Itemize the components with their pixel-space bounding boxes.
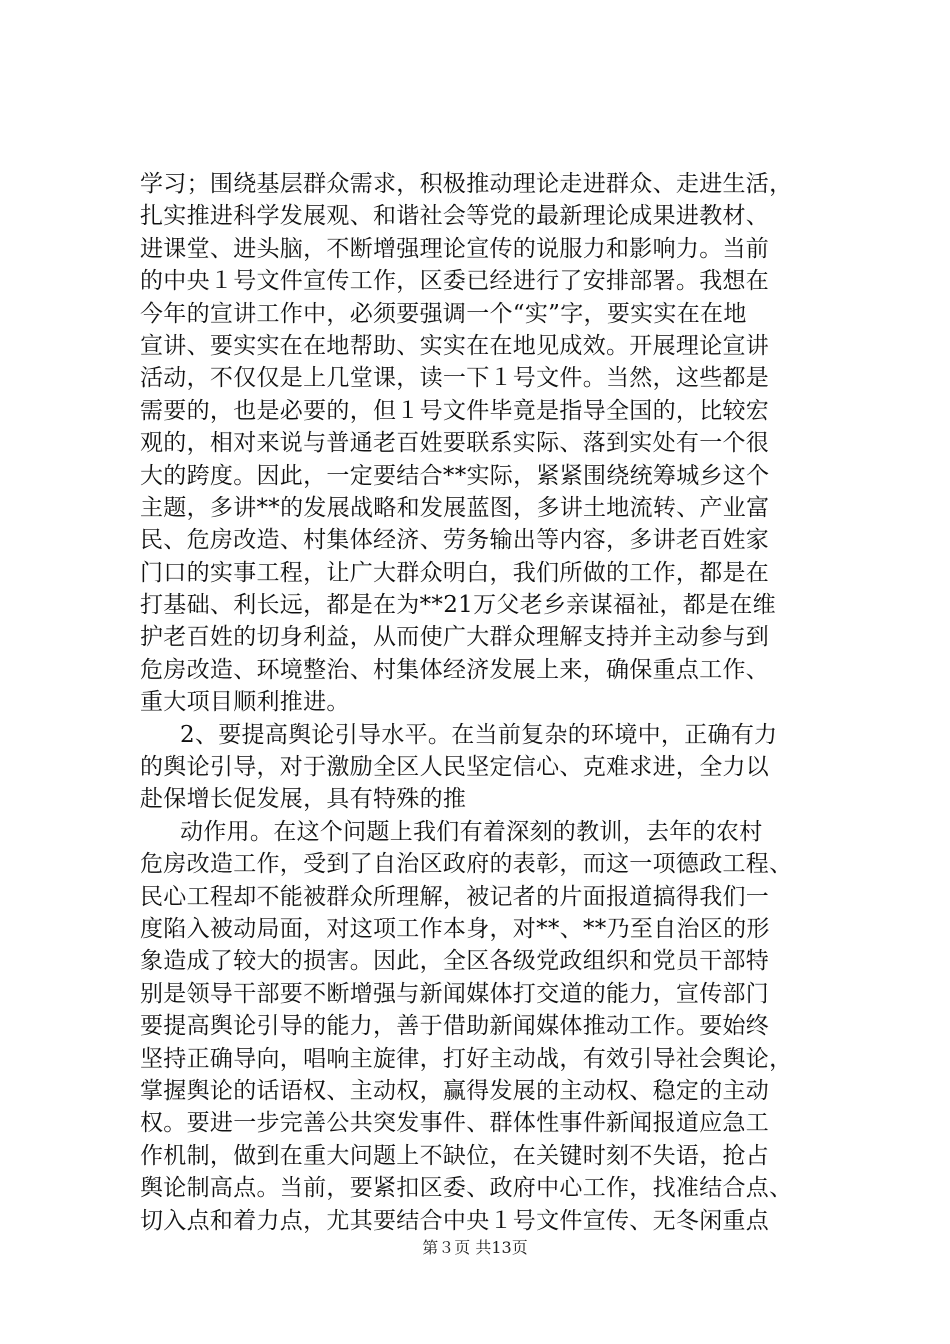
- text-line: 今年的宣讲工作中，必须要强调一个“实”字，要实实在在地: [140, 300, 747, 327]
- text-line: 掌握舆论的话语权、主动权，赢得发展的主动权、稳定的主动: [140, 1077, 770, 1104]
- text-line: 作机制，做到在重大问题上不缺位，在关键时刻不失语，抢占: [140, 1142, 770, 1169]
- text-line: 民、危房改造、村集体经济、劳务输出等内容，多讲老百姓家: [140, 527, 770, 554]
- paragraph-start-line: 2、要提高舆论引导水平。在当前复杂的环境中，正确有力: [180, 721, 778, 748]
- text-line: 舆论制高点。当前，要紧扣区委、政府中心工作，找准结合点、: [140, 1175, 793, 1202]
- text-line: 观的，相对来说与普通老百姓要联系实际、落到实处有一个很: [140, 430, 770, 457]
- text-line: 坚持正确导向，唱响主旋律，打好主动战，有效引导社会舆论，: [140, 1045, 793, 1072]
- text-line: 打基础、利长远，都是在为**21万父老乡亲谋福祉，都是在维: [140, 592, 776, 619]
- text-line: 切入点和着力点，尤其要结合中央１号文件宣传、无冬闲重点: [140, 1207, 770, 1234]
- text-line: 大的跨度。因此，一定要结合**实际，紧紧围绕统筹城乡这个: [140, 462, 770, 489]
- text-line: 要提高舆论引导的能力，善于借助新闻媒体推动工作。要始终: [140, 1013, 770, 1040]
- text-line: 需要的，也是必要的，但１号文件毕竟是指导全国的，比较宏: [140, 397, 770, 424]
- text-line: 学习；围绕基层群众需求，积极推动理论走进群众、走进生活，: [140, 171, 793, 197]
- text-line: 危房改造工作，受到了自治区政府的表彰，而这一项德政工程、: [140, 851, 793, 878]
- text-line: 活动，不仅仅是上几堂课，读一下１号文件。当然，这些都是: [140, 365, 770, 392]
- body-text: [140, 168, 840, 1237]
- page-number-footer: 第３页 共13页: [422, 1238, 528, 1257]
- text-line: 危房改造、环境整治、村集体经济发展上来，确保重点工作、: [140, 656, 770, 683]
- text-line: 重大项目顺利推进。: [140, 689, 350, 716]
- text-line: 主题，多讲**的发展战略和发展蓝图，多讲土地流转、产业富: [140, 494, 770, 521]
- paragraph-start-line: 动作用。在这个问题上我们有着深刻的教训，去年的农村: [180, 818, 763, 845]
- text-line: 门口的实事工程，让广大群众明白，我们所做的工作，都是在: [140, 559, 770, 586]
- text-line: 民心工程却不能被群众所理解，被记者的片面报道搞得我们一: [140, 883, 770, 910]
- text-line: 度陷入被动局面，对这项工作本身，对**、**乃至自治区的形: [140, 915, 770, 942]
- text-line: 宣讲、要实实在在地帮助、实实在在地见成效。开展理论宣讲: [140, 332, 770, 359]
- text-line: 的舆论引导，对于激励全区人民坚定信心、克难求进，全力以: [140, 754, 770, 781]
- text-line: 权。要进一步完善公共突发事件、群体性事件新闻报道应急工: [140, 1110, 770, 1137]
- text-line: 护老百姓的切身利益，从而使广大群众理解支持并主动参与到: [140, 624, 770, 651]
- text-line: 赴保增长促发展，具有特殊的推: [140, 786, 467, 813]
- text-line: 进课堂、进头脑，不断增强理论宣传的说服力和影响力。当前: [140, 235, 770, 262]
- text-line: 象造成了较大的损害。因此，全区各级党政组织和党员干部特: [140, 948, 770, 975]
- text-line: 别是领导干部要不断增强与新闻媒体打交道的能力，宣传部门: [140, 980, 770, 1007]
- text-line: 的中央１号文件宣传工作，区委已经进行了安排部署。我想在: [140, 268, 770, 295]
- text-line: 扎实推进科学发展观、和谐社会等党的最新理论成果进教材、: [140, 203, 770, 230]
